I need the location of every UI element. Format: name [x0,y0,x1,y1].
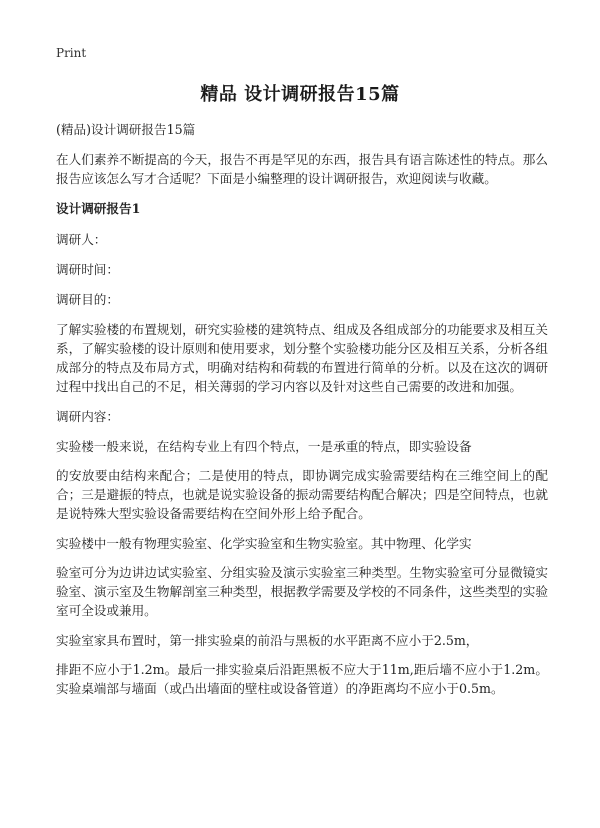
body-paragraph: 验室可分为边讲边试实验室、分组实验及演示实验室三种类型。生物实验室可分显微镜实验室、演示室及生物解剖室三种类型，根据教学需要及学校的不同条件，这些类型的实验室可全设或兼用。 [56,565,548,618]
intro-paragraph: 在人们素养不断提高的今天，报告不再是罕见的东西，报告具有语言陈述性的特点。那么报告应该怎么写才合适呢？下面是小编整理的设计调研报告，欢迎阅读与收藏。 [56,152,548,186]
section-heading: 设计调研报告1 [56,201,141,216]
researcher-field: 调研人： [56,232,107,247]
research-purpose-field: 调研目的： [56,292,119,307]
body-paragraph: 的安放要由结构来配合；二是使用的特点，即协调完成实验需要结构在三维空间上的配合；三是避振的特点，也就是说实验设备的振动需要结构配合解决；四是空间特点，也就是说特殊大型实验设备需要结构在空间外形上给予配合。 [56,468,548,521]
body-paragraph: 实验楼中一般有物理实验室、化学实验室和生物实验室。其中物理、化学实 [56,536,472,551]
body-paragraph: 排距不应小于1.2m。最后一排实验桌后沿距黑板不应大于11m,距后墙不应小于1.2m。实验桌端部与墙面（或凸出墙面的壁柱或设备管道）的净距离均不应小于0.5m。 [56,662,548,696]
print-label: Print [56,46,87,60]
document-subtitle: (精品)设计调研报告15篇 [56,122,196,137]
research-time-field: 调研时间： [56,262,119,277]
purpose-paragraph: 了解实验楼的布置规划，研究实验楼的建筑特点、组成及各组成部分的功能要求及相互关系，了解实验楼的设计原则和使用要求，划分整个实验楼功能分区及相互关系，分析各组成部分的特点及布局方式，明确对结构和荷载的布置进行简单的分析。以及在这次的调研过程中找出自己的不足，相关薄弱的学习内容以及针对这些自己需要的改进和加强。 [56,322,548,394]
document-body [56,120,548,709]
document-title: 精品 设计调研报告15篇 [200,84,400,105]
research-content-label: 调研内容： [56,409,119,424]
body-paragraph: 实验室家具布置时，第一排实验桌的前沿与黑板的水平距离不应小于2.5m， [56,633,479,648]
body-paragraph: 实验楼一般来说，在结构专业上有四个特点，一是承重的特点，即实验设备 [56,439,472,454]
